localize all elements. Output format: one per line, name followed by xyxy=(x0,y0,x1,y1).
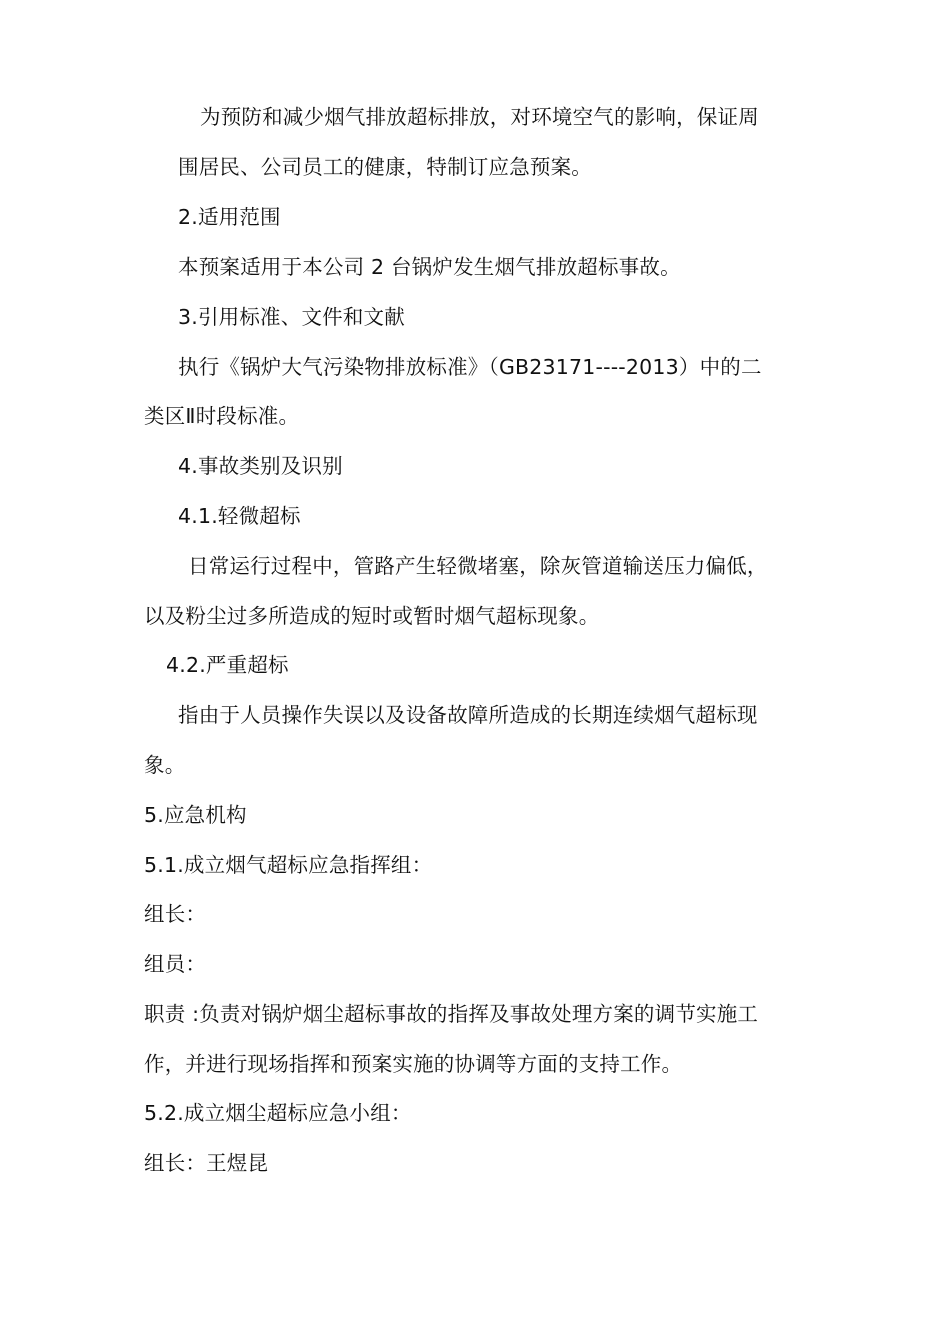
paragraph-severe-line-1: 指由于人员操作失误以及设备故障所造成的长期连续烟气超标现 xyxy=(178,703,758,727)
command-group-duties-line-2: 作，并进行现场指挥和预案实施的协调等方面的支持工作。 xyxy=(144,1052,683,1076)
paragraph-severe-line-2: 象。 xyxy=(144,753,186,777)
subsection-heading-command-group: 5.1.成立烟气超标应急指挥组： xyxy=(144,853,433,877)
response-team-leader: 组长：王煜昆 xyxy=(144,1151,269,1175)
subsection-heading-severe: 4.2.严重超标 xyxy=(166,653,289,677)
paragraph-references-line-2: 类区Ⅱ时段标准。 xyxy=(144,404,300,428)
paragraph-purpose-line-1: 为预防和减少烟气排放超标排放，对环境空气的影响，保证周 xyxy=(200,105,759,129)
section-heading-organization: 5.应急机构 xyxy=(144,803,247,827)
paragraph-minor-line-1: 日常运行过程中，管路产生轻微堵塞，除灰管道输送压力偏低， xyxy=(188,554,768,578)
subsection-heading-response-team: 5.2.成立烟尘超标应急小组： xyxy=(144,1101,412,1125)
command-group-leader: 组长： xyxy=(144,902,207,926)
paragraph-references-line-1: 执行《锅炉大气污染物排放标准》（GB23171----2013）中的二 xyxy=(178,355,762,379)
command-group-members: 组员： xyxy=(144,952,207,976)
section-heading-classification: 4.事故类别及识别 xyxy=(178,454,343,478)
section-heading-references: 3.引用标准、文件和文献 xyxy=(178,305,405,329)
command-group-duties-line-1: 职责 :负责对锅炉烟尘超标事故的指挥及事故处理方案的调节实施工 xyxy=(144,1002,759,1026)
section-heading-scope: 2.适用范围 xyxy=(178,205,281,229)
paragraph-purpose-line-2: 围居民、公司员工的健康，特制订应急预案。 xyxy=(178,155,592,179)
subsection-heading-minor: 4.1.轻微超标 xyxy=(178,504,301,528)
paragraph-scope: 本预案适用于本公司 2 台锅炉发生烟气排放超标事故。 xyxy=(178,255,681,279)
paragraph-minor-line-2: 以及粉尘过多所造成的短时或暂时烟气超标现象。 xyxy=(144,604,600,628)
